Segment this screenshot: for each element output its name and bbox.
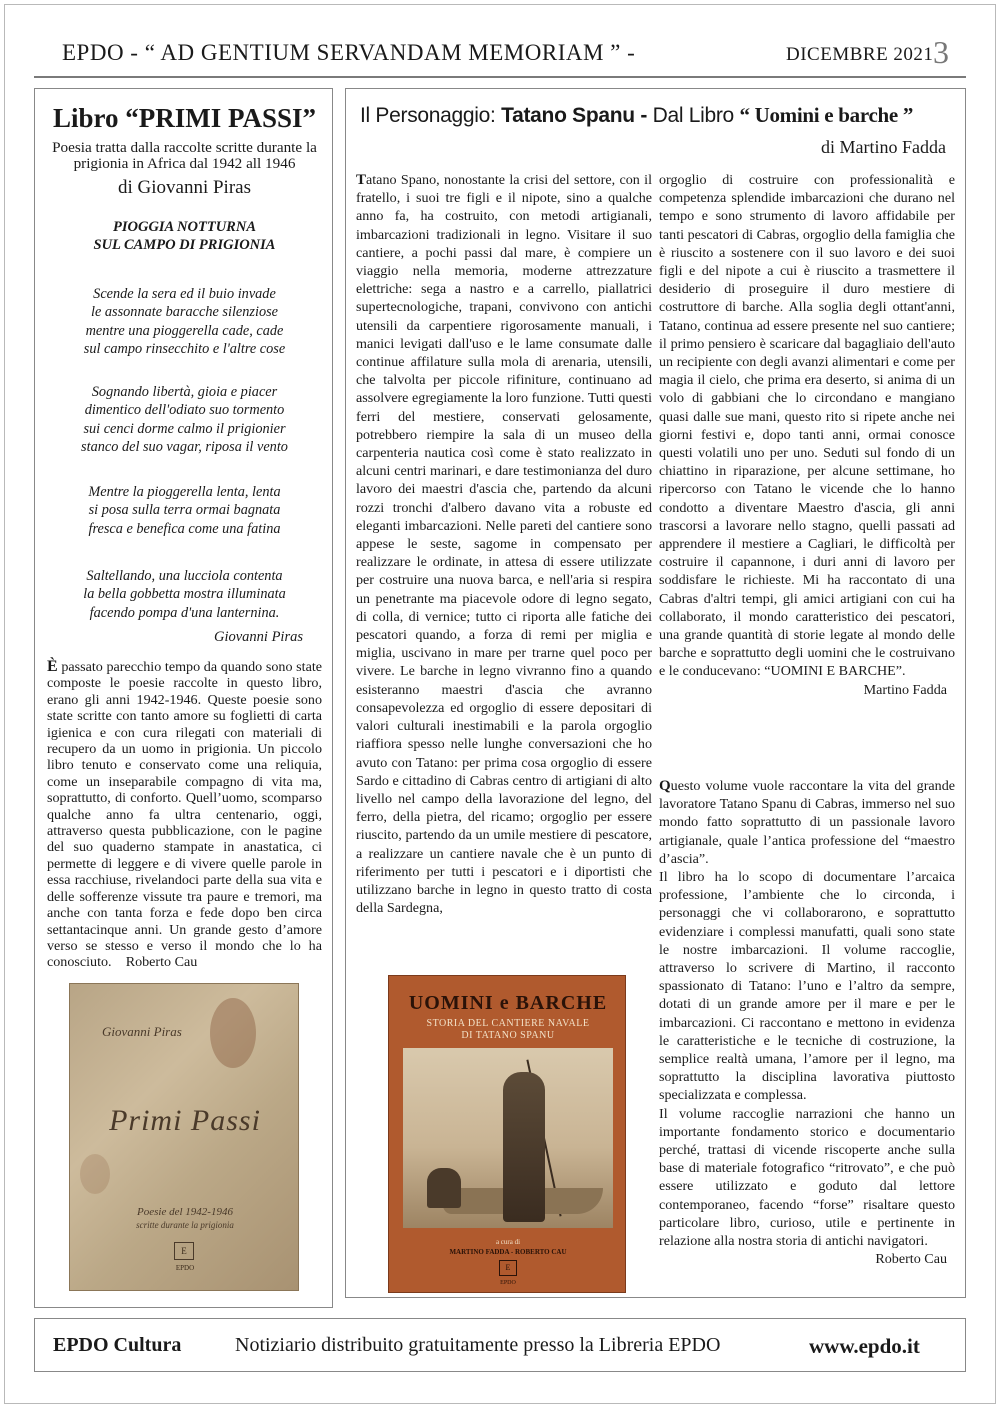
poem-line: fresca e benefica come una fatina — [88, 520, 281, 537]
cover-line: Poesie del 1942-1946 — [137, 1206, 233, 1218]
poem-title-line: SUL CAMPO DI PRIGIONIA — [93, 237, 276, 253]
paragraph: Il libro ha lo scopo di documentare l’arcaica professione, l’ambiente che lo circonda, i personaggi che vi collaborarono, e soprattutto evidenziare i complessi manufatti, quali sono state le nostre imbarcazioni. Il volume raccoglie, attraverso lo scrivere di Martino, il racconto spassionato di Tatano: l’uno e l’altro da sempre, dotati di un grande amore per il mare e per le imbarcazioni. Ci raccontano e mettono in evidenza le caratteristiche e le tecniche di costruzione, la semplice realtà umana, l’amore per il legno, ma soprattutto la disciplina lavorativa piuttosto specializzata e complessa. — [659, 869, 955, 1104]
header-rule — [34, 76, 966, 78]
text-column-3 — [659, 777, 955, 1268]
article-subtitle: Poesia tratta dalla raccolte scritte durante la prigionia in Africa dal 1942 all 1946 — [52, 139, 317, 172]
cover-photo — [403, 1048, 613, 1228]
title-name: Tatano Spanu - — [501, 104, 648, 127]
text-column-2 — [659, 171, 955, 699]
poem-line: Sognando libertà, gioia e piacer — [91, 384, 278, 400]
body-signature: Roberto Cau — [125, 954, 198, 971]
cover-subtitle-line: DI TATANO SPANU — [461, 1030, 555, 1041]
title-book: “ Uomini e barche ” — [739, 103, 914, 127]
poem-line: si posa sulla terra ormai bagnata — [88, 502, 281, 519]
uomini-e-barche-cover-image — [388, 975, 626, 1293]
article-body — [47, 659, 322, 971]
initial-letter: È — [47, 658, 58, 675]
primi-passi-article — [34, 88, 333, 1308]
column-signature: Martino Fadda — [863, 681, 947, 698]
poem-line: Scende la sera ed il buio invade — [93, 286, 276, 302]
title-mid: Dal Libro — [647, 104, 740, 127]
cover-subtitle-line: STORIA DEL CANTIERE NAVALE — [426, 1018, 590, 1029]
footer-notice: Notiziario distribuito gratuitamente presso la Libreria EPDO — [235, 1334, 721, 1356]
column-text: atano Spano, nonostante la crisi del settore, con il fratello, i suoi tre figli e il nipote, sino a qualche anno fa, ha costruito, con metodi artigianali, imbarcazioni tradizionali in legno. Visitare il suo cantiere, a pochi passi dal mare, è compiere un viaggio nella memoria, moderne attrezzature elettriche: sega a nastro e a carrello, piallatrici supertecnologiche, trapani, convivono con antichi utensili da carpentiere rigorosamente manuali, i manici levigati dall'uso e le lame consumate dalle continue affilature sulla mola di arenaria, utensili, che talvolta per piccole rifiniture, continuano ad assolvere egregiamente la loro funzione. Tutti questi ferri del mestiere, conservati gelosamente, potrebbero riempire la sala di un museo della carpenteria nautica così come è stato realizzato in alcuni centri marinari, e dare testimonianza del duro lavoro dei maestri d'ascia che, partendo da alcuni rozzi tronchi d'albero davano vita a robuste ed eleganti imbarcazioni. Nelle pareti del cantiere sono appese le seste, sagome in compensato per realizzare le ordinate, in attesa di essere utilizzate per costruire una nuova barca, e nell'aria si respira un penetrante ma piacevole odore di legno segato, di colla, di vernice; tutto ci riporta alle fatiche dei pescatori quando, a forza di remi per miglia e miglia, uscivano in mare per trarne quel poco per vivere. Le barche in legno vivranno fino a quando esisteranno maestri d'ascia che avranno consapevolezza ed orgoglio di essere depositari di valori culturali inestimabili e la parola orgoglio riaffiora spesso nelle lunghe conversazioni che ho avuto con Tatano: per prima cosa orgoglio di essere Sardo e cittadino di Cabras centro di artigiani di alto livello nel campo della lavorazione del legno, del ferro, della pietra, del ricamo; orgoglio per essere riuscito, partendo da un umile mestiere di pescatore, a realizzare un cantiere navale che è un punto di riferimento per tutti i pescatori e i diportisti che utilizzano barche in legno in questo tratto di costa della Sardegna, — [356, 172, 652, 917]
poem-line: dimentico dell'odiato suo tormento — [84, 402, 285, 419]
cover-stain — [210, 998, 256, 1068]
cover-subtitle — [389, 1018, 626, 1042]
cover-cura: a cura di — [495, 1238, 521, 1246]
masthead-title: EPDO - “ AD GENTIUM SERVANDAM MEMORIAM ” - — [62, 40, 636, 65]
primi-passi-cover-image — [69, 983, 299, 1291]
paragraph: uesto volume vuole raccontare la vita del grande lavoratore Tatano Spanu di Cabras, immerso nel suo mondo fatto soprattutto di un passionale lavoro artigianale, quale l’antica professione del “maestro d’ascia”. — [659, 778, 955, 867]
footer-brand: EPDO Cultura — [53, 1334, 182, 1356]
footer-website-link[interactable]: www.epdo.it — [809, 1334, 920, 1358]
poem-stanza — [47, 285, 322, 359]
publisher-logo-icon: E — [174, 1242, 194, 1260]
cover-stain — [80, 1154, 110, 1194]
poem-line: mentre una pioggerella cade, cade — [85, 322, 284, 339]
text-column-1 — [356, 171, 652, 917]
publisher-logo-icon: E — [499, 1260, 517, 1276]
photo-seated-figure — [427, 1168, 461, 1208]
page-number: 3 — [933, 34, 949, 70]
photo-standing-figure — [503, 1072, 545, 1222]
poem-line: Saltellando, una lucciola contenta — [86, 568, 283, 584]
cover-publisher: EPDO — [500, 1280, 516, 1286]
poem-signature: Giovanni Piras — [213, 629, 303, 645]
article-author: di Giovanni Piras — [118, 177, 251, 198]
poem-line: Mentre la pioggerella lenta, lenta — [88, 484, 281, 500]
poem-title — [47, 218, 322, 254]
initial-letter: T — [356, 172, 367, 188]
column-text: orgoglio di costruire con professionalità e competenza splendide imbarcazioni che durano nel tempo e sono strumento di lavoro affidabile per tanti pescatori di Cabras, orgoglio della famiglia che è riuscito a sostenere con il suo lavoro e dei suoi figli e del nipote a cui è riuscito a trasmettere il desiderio di proseguire il duro mestiere di costruttore di barche. Alla soglia degli ottant'anni, Tatano, continua ad essere presente nel suo cantiere; il primo pensiero è scaricare dal bagagliaio dell'auto un recipiente con degli avanzi alimentari e come per magia il cielo, che prima era deserto, si anima di un volo di gabbiani che lo circondano e mangiano quasi dalle sue mani, questo rito si ripete anche nei giorni festivi e, dopo tanti anni, ormai conosce questi volatili uno per uno. Seduti sul fondo di un chiattino in riparazione, per alcune settimane, ho ripercorso con Tatano le vicende che lo hanno condotto a diventare Maestro d'ascia, gli anni trascorsi a lavorare nello stagno, quelli passati ad apprendere il mestiere a Cagliari, le difficoltà per costruire il capannone, i duri anni di lavoro per soddisfare le richieste. Mi ha raccontato di una Cabras d'altri tempi, gli amici artigiani con cui ha collaborato, il mondo caratteristico dei pescatori, una grande quantità di storie legate al mondo delle barche e soprattutto degli uomini che le costruivano e le conducevano: “UOMINI E BARCHE”. — [659, 172, 955, 680]
masthead — [40, 34, 960, 72]
initial-letter: Q — [659, 778, 671, 794]
article-title — [360, 103, 960, 128]
masthead-date: DICEMBRE 2021 — [786, 44, 934, 65]
uomini-e-barche-article — [345, 88, 966, 1298]
footer — [34, 1318, 966, 1372]
paragraph: Il volume raccoglie narrazioni che hanno un importante fondamento storico e documentario perché, trattasi di vicende riscoperte anche sulla base di materiale fotografico “ritrovato”, e che può essere utilizzato e goduto dal lettore contemporaneo, facendo “forse” risaltare questo particolare libro, curioso, utile e pertinente in relazione alla nostra storia di antichi navigatori. — [659, 1105, 955, 1250]
column-signature: Roberto Cau — [875, 1251, 947, 1268]
poem-line: sul campo rinsecchito e l'altre cose — [83, 341, 286, 358]
body-text: passato parecchio tempo da quando sono state composte le poesie raccolte in questo libro, erano gli anni 1942-1946. Queste poesie sono state scritte con tanto amore su foglietti di carta igienica e con cura rilegati con materiali di recupero da un uomo in prigionia. Un piccolo libro tenuto e conservato come una reliquia, come un inseparabile compagno di vita ma, soprattutto, di conforto. Quell’uomo, scomparso qualche anno fa ultra centenario, oggi, attraverso questa pubblicazione, con le pagine del suo quaderno stampate in anastatica, ci permette di leggere e di vivere quelle parole in essa racchiuse, rivelandoci parte della sua vita e delle sofferenze vissute tra paure e tremori, ma anche con tanta forza e fede dopo ben circa settantacinque anni. Un grande gesto d’amore verso se stesso e verso il mondo che lo ha conosciuto. — [47, 659, 322, 971]
poem-line: sui cenci dorme calmo il prigionier — [83, 420, 286, 437]
article-author: di Martino Fadda — [821, 137, 946, 157]
cover-title: UOMINI e BARCHE — [408, 992, 608, 1014]
cover-publisher: EPDO — [175, 1264, 195, 1272]
title-prefix: Il Personaggio: — [360, 104, 502, 127]
cover-author: Giovanni Piras — [102, 1024, 182, 1039]
poem-line: le assonnate baracche silenziose — [90, 304, 279, 321]
poem-stanza — [47, 383, 322, 457]
poem-line: stanco del suo vagar, riposa il vento — [81, 439, 288, 456]
poem-stanza — [47, 567, 322, 622]
cover-title: Primi Passi — [109, 1104, 261, 1137]
poem-title-line: PIOGGIA NOTTURNA — [113, 219, 256, 235]
cover-authors: MARTINO FADDA - ROBERTO CAU — [449, 1248, 567, 1256]
article-title: Libro “PRIMI PASSI” — [52, 103, 317, 133]
poem-line: la bella gobbetta mostra illuminata — [83, 586, 286, 603]
poem-stanza — [47, 483, 322, 538]
cover-line: scritte durante la prigionia — [136, 1220, 234, 1230]
poem-line: facendo pompa d'una lanternina. — [89, 604, 280, 621]
